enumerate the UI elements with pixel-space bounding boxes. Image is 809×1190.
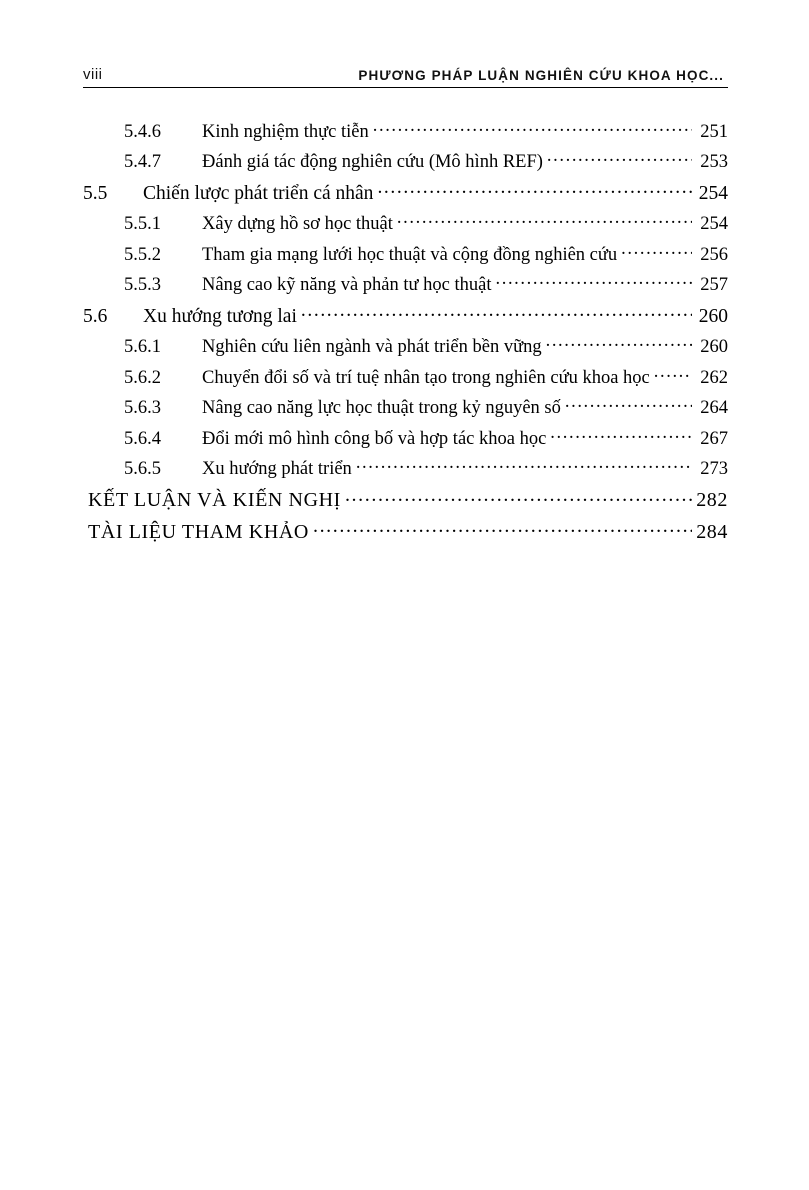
toc-entry-number: 5.6.2 xyxy=(124,367,161,388)
toc-entry-page-number: 253 xyxy=(700,152,728,172)
folio-number: viii xyxy=(83,66,103,83)
toc-entry[interactable] xyxy=(83,272,728,295)
toc-leader-dots xyxy=(373,118,692,137)
toc-entry-page-number: 260 xyxy=(698,305,728,327)
toc-entry-page-number: 251 xyxy=(700,121,728,142)
toc-entry-number: 5.5.3 xyxy=(124,275,161,295)
toc-entry-title: Đánh giá tác động nghiên cứu (Mô hình REF) xyxy=(202,152,543,172)
toc-entry-number: 5.6.1 xyxy=(124,337,161,357)
toc-entry-number: 5.5 xyxy=(83,182,108,204)
toc-entry-title: Nâng cao kỹ năng và phản tư học thuật xyxy=(202,275,492,295)
toc-entry-title: Đổi mới mô hình công bố và hợp tác khoa học xyxy=(202,428,547,449)
toc-entry-number: 5.4.7 xyxy=(124,152,161,172)
toc-leader-dots xyxy=(345,486,692,506)
toc-entry-title: Tham gia mạng lưới học thuật và cộng đồng nghiên cứu xyxy=(202,244,618,265)
toc-entry-title: Xu hướng tương lai xyxy=(143,305,297,327)
toc-entry[interactable] xyxy=(83,425,728,448)
toc-leader-dots xyxy=(547,149,692,168)
toc-entry[interactable] xyxy=(83,118,728,141)
toc-entry-title: Chiến lược phát triển cá nhân xyxy=(143,182,374,204)
table-of-contents xyxy=(83,118,728,549)
toc-entry-number: 5.6 xyxy=(83,305,108,327)
toc-leader-dots xyxy=(621,241,692,260)
toc-entry[interactable] xyxy=(83,486,728,510)
toc-entry[interactable] xyxy=(83,211,728,234)
toc-entry-number: 5.6.5 xyxy=(124,459,161,479)
toc-entry-title: Nâng cao năng lực học thuật trong kỷ nguyên số xyxy=(202,398,561,418)
toc-entry-title: KẾT LUẬN VÀ KIẾN NGHỊ xyxy=(88,489,341,511)
toc-leader-dots xyxy=(313,518,692,538)
toc-entry[interactable] xyxy=(83,149,728,172)
toc-entry[interactable] xyxy=(83,302,728,326)
toc-leader-dots xyxy=(496,272,693,291)
toc-leader-dots xyxy=(550,425,692,444)
toc-entry-title: Chuyển đổi số và trí tuệ nhân tạo trong nghiên cứu khoa học xyxy=(202,367,650,388)
toc-leader-dots xyxy=(377,179,692,199)
toc-entry-page-number: 273 xyxy=(700,459,728,479)
toc-entry[interactable] xyxy=(83,395,728,418)
toc-entry-page-number: 260 xyxy=(700,337,728,357)
toc-entry-number: 5.5.1 xyxy=(124,214,161,234)
toc-entry-page-number: 262 xyxy=(700,367,728,388)
toc-entry-number: 5.5.2 xyxy=(124,244,161,265)
toc-entry-title: Kinh nghiệm thực tiễn xyxy=(202,121,369,142)
toc-entry-number: 5.6.4 xyxy=(124,428,161,449)
toc-entry-title: TÀI LIỆU THAM KHẢO xyxy=(88,520,309,543)
toc-entry[interactable] xyxy=(83,241,728,264)
toc-leader-dots xyxy=(546,334,692,353)
toc-entry-page-number: 282 xyxy=(696,489,728,511)
page-header xyxy=(83,66,728,88)
toc-entry[interactable] xyxy=(83,456,728,479)
toc-entry[interactable] xyxy=(83,179,728,203)
toc-entry-page-number: 254 xyxy=(698,182,728,204)
toc-entry[interactable] xyxy=(83,364,728,387)
toc-entry-title: Xây dựng hồ sơ học thuật xyxy=(202,214,393,234)
toc-leader-dots xyxy=(565,395,692,414)
toc-entry-title: Nghiên cứu liên ngành và phát triển bền vững xyxy=(202,337,542,357)
toc-entry-page-number: 254 xyxy=(700,214,728,234)
toc-entry-number: 5.4.6 xyxy=(124,121,161,142)
toc-leader-dots xyxy=(356,456,692,475)
toc-entry[interactable] xyxy=(83,334,728,357)
toc-entry-page-number: 256 xyxy=(700,244,728,265)
toc-leader-dots xyxy=(654,364,692,383)
toc-entry-page-number: 284 xyxy=(696,520,728,543)
running-head: PHƯƠNG PHÁP LUẬN NGHIÊN CỨU KHOA HỌC... xyxy=(358,68,724,83)
toc-leader-dots xyxy=(397,211,692,230)
toc-entry-title: Xu hướng phát triển xyxy=(202,459,352,479)
toc-leader-dots xyxy=(301,302,692,322)
toc-entry[interactable] xyxy=(83,518,728,542)
toc-entry-page-number: 257 xyxy=(700,275,728,295)
toc-entry-number: 5.6.3 xyxy=(124,398,161,418)
toc-entry-page-number: 264 xyxy=(700,398,728,418)
toc-entry-page-number: 267 xyxy=(700,428,728,449)
